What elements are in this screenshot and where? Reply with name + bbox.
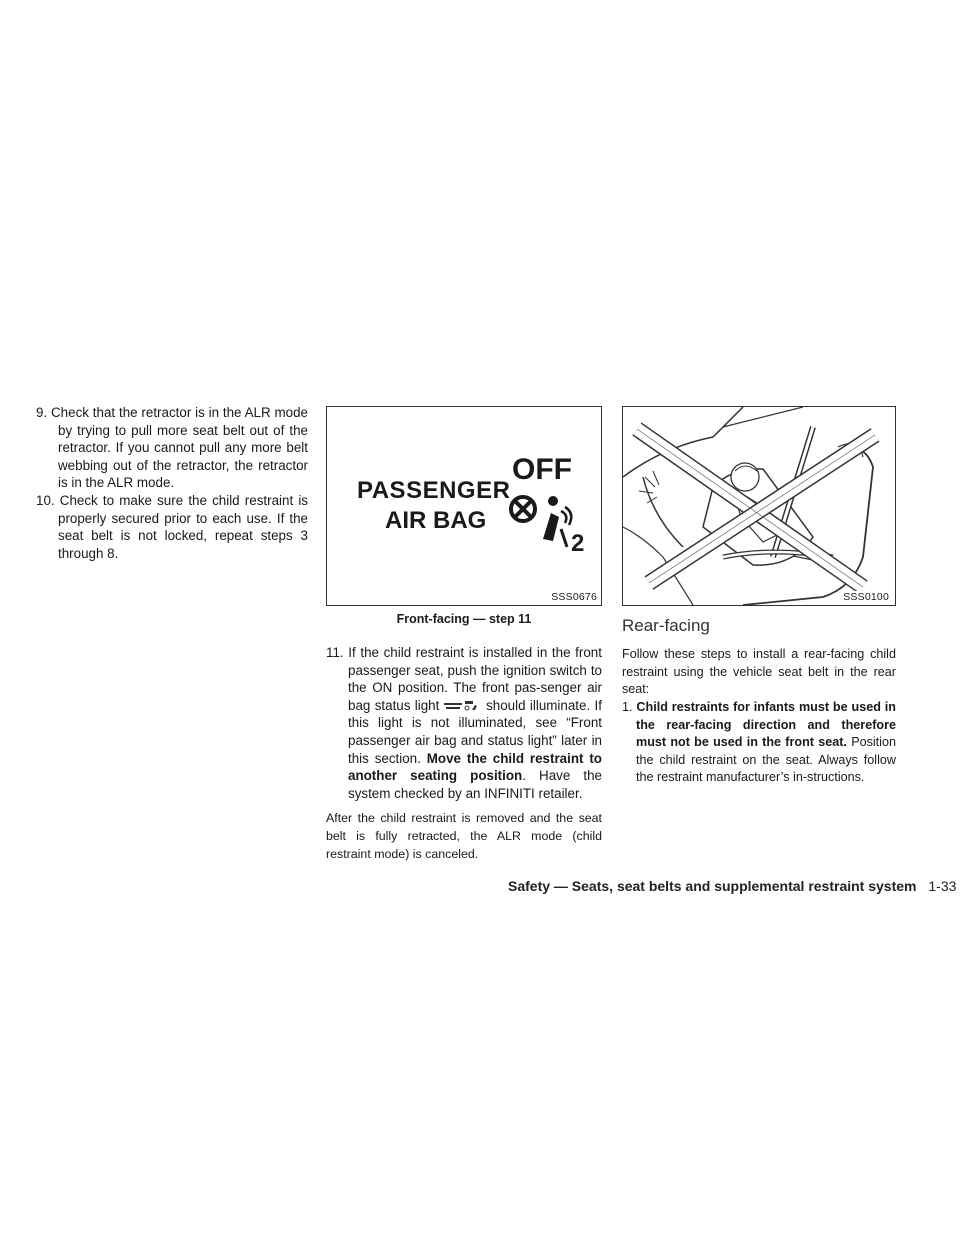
step-10-text: Check to make sure the child restraint is properly secured prior to each use. If the seat belt is not locked, repeat steps 3 through 8. [58, 492, 308, 561]
figure-caption: Front-facing — step 11 [396, 612, 532, 626]
passenger-label: PASSENGER [357, 477, 511, 504]
footer [508, 878, 957, 894]
middle-column [326, 644, 602, 863]
step-9-text: Check that the retractor is in the ALR mode by trying to pull more seat belt out of the retractor. If you cannot pull any more belt webbing out of the retractor, the retractor is in the ALR mode. [51, 405, 308, 491]
left-column [36, 404, 308, 562]
rear-facing-intro: Follow these steps to install a rear-facing child restraint using the vehicle seat belt in the rear seat: [622, 647, 896, 697]
rear-facing-step-1 [622, 699, 896, 787]
airbag-status-light-icon [444, 701, 482, 711]
rear-facing-seat-illustration [623, 407, 895, 605]
figure-code: SSS0100 [843, 591, 889, 603]
page-number: 1-33 [928, 878, 957, 894]
rear-step-1-number: 1. [622, 700, 633, 714]
airbag-label: AIR BAG [385, 507, 487, 534]
step-11 [326, 644, 602, 802]
rear-step-1-bold: Child restraints for infants must be used in the rear-facing direction and therefore must not be used in the front seat. [636, 700, 897, 750]
step-9 [36, 404, 308, 492]
step-10 [36, 492, 308, 562]
airbag-off-icon [507, 489, 587, 559]
rear-step-1 [622, 699, 896, 787]
step-9-number: 9. [36, 405, 48, 420]
rear-step-1-text: Position the child restraint on the seat. Always follow the restraint manufacturer’s in-structions. [636, 735, 896, 785]
step-11-text-b: should illuminate. If this light is not illuminated, see “Front passenger air bag and status light” later in this section. [348, 697, 602, 766]
step-11-text-c: . Have the system checked by an INFINITI retailer. [348, 768, 602, 801]
after-removal-paragraph: After the child restraint is removed and the seat belt is fully retracted, the ALR mode (child restraint mode) is canceled. [326, 811, 602, 861]
step-11-number: 11. [326, 645, 344, 660]
step-10-number: 10. [36, 492, 55, 508]
svg-text:2: 2 [571, 530, 585, 557]
figure-code: SSS0676 [551, 591, 597, 603]
figure-rear-facing-front-seat-prohibited [622, 406, 896, 606]
section-heading-rear-facing: Rear-facing [622, 616, 710, 635]
footer-section-title: Safety — Seats, seat belts and supplemental restraint system [508, 878, 917, 894]
step-11-text-a: If the child restraint is installed in the front passenger seat, push the ignition switch to the ON position. The front pas-senger air bag status light [348, 645, 602, 713]
figure-airbag-off-indicator [326, 406, 602, 606]
step-11-bold: Move the child restraint to another seating position [348, 750, 602, 784]
off-label: OFF [512, 453, 572, 486]
